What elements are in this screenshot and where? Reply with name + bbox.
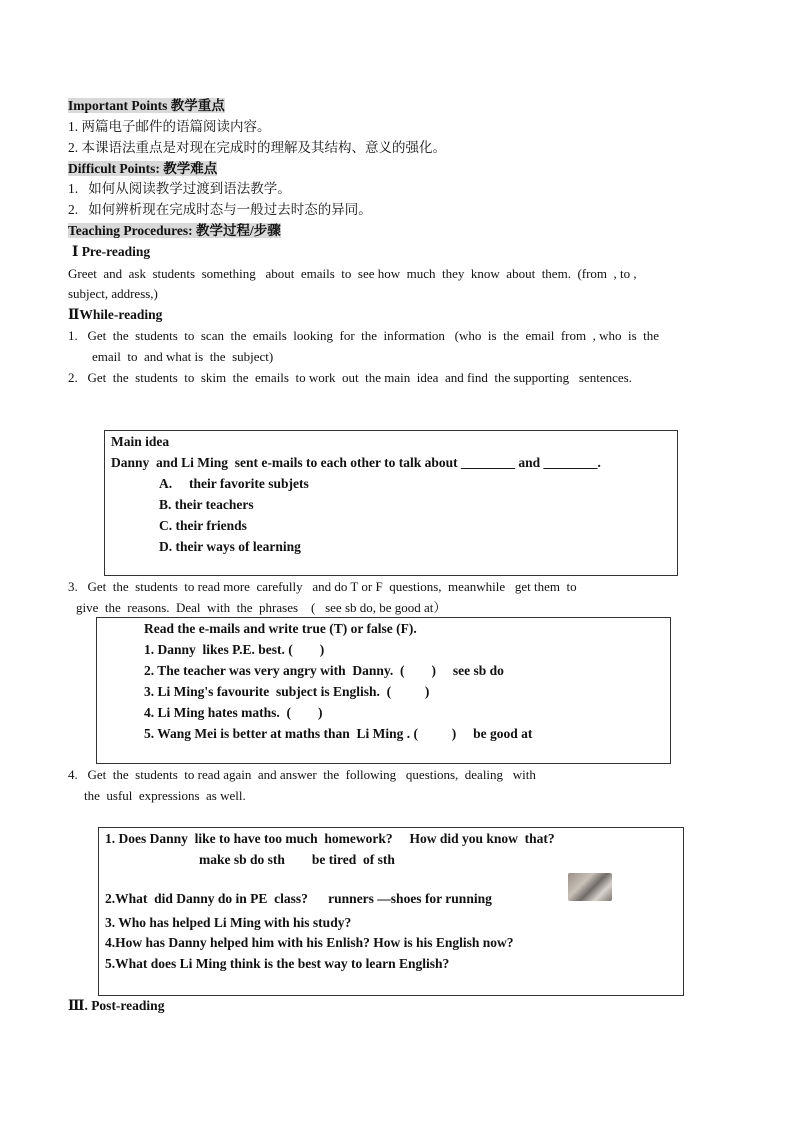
important-points-heading: Important Points 教学重点 (68, 98, 225, 113)
tf-instruction: Read the e-mails and write true (T) or false (F). (144, 621, 417, 636)
difficult-points-heading: Difficult Points: 教学难点 (68, 161, 218, 176)
pre-reading-text-line2: subject, address,) (68, 286, 158, 301)
main-idea-option-a: A. their favorite subjets (159, 476, 309, 491)
while-step-3-line2: give the reasons. Deal with the phrases ( see sb do, be good at） (76, 600, 447, 615)
question-4: 4.How has Danny helped him with his Enlish? How is his English now? (105, 935, 514, 950)
important-point-2: 2. 本课语法重点是对现在完成时的理解及其结构、意义的强化。 (68, 140, 446, 155)
tf-item-2: 2. The teacher was very angry with Danny. ( ) see sb do (144, 663, 504, 678)
main-idea-question: Danny and Li Ming sent e-mails to each other to talk about ________ and ________. (111, 455, 601, 470)
while-step-4-line1: 4. Get the students to read again and answer the following questions, dealing with (68, 767, 536, 782)
tf-item-3: 3. Li Ming's favourite subject is English. ( ) (144, 684, 430, 699)
while-reading-heading: ⅡWhile-reading (68, 307, 163, 322)
main-idea-option-d: D. their ways of learning (159, 539, 301, 554)
tf-item-1: 1. Danny likes P.E. best. ( ) (144, 642, 325, 657)
difficult-point-1: 1. 如何从阅读教学过渡到语法教学。 (68, 181, 291, 196)
question-1-phrases: make sb do sth be tired of sth (199, 852, 395, 867)
teaching-procedures-heading: Teaching Procedures: 教学过程/步骤 (68, 223, 281, 238)
while-step-4-line2: the usful expressions as well. (84, 788, 246, 803)
questions-box (98, 827, 684, 996)
difficult-point-2: 2. 如何辨析现在完成时态与一般过去时态的异同。 (68, 202, 372, 217)
while-step-1-line2: email to and what is the subject) (92, 349, 274, 364)
question-1: 1. Does Danny like to have too much homework? How did you know that? (105, 831, 555, 846)
pre-reading-heading: Ⅰ Pre-reading (72, 244, 151, 259)
question-3: 3. Who has helped Li Ming with his study? (105, 915, 352, 930)
question-5: 5.What does Li Ming think is the best way to learn English? (105, 956, 450, 971)
while-step-3-line1: 3. Get the students to read more carefully and do T or F questions, meanwhile get them to (68, 579, 577, 594)
pre-reading-text-line1: Greet and ask students something about emails to see how much they know about them. (from , to , (68, 266, 637, 281)
question-2: 2.What did Danny do in PE class? runners —shoes for running (105, 891, 492, 906)
tf-item-4: 4. Li Ming hates maths. ( ) (144, 705, 323, 720)
post-reading-heading: Ⅲ. Post-reading (68, 998, 165, 1013)
main-idea-box (104, 430, 678, 576)
tf-item-5: 5. Wang Mei is better at maths than Li Ming . ( ) be good at (144, 726, 533, 741)
main-idea-option-b: B. their teachers (159, 497, 254, 512)
running-shoes-image (568, 873, 612, 901)
true-false-box (96, 617, 671, 764)
while-step-1-line1: 1. Get the students to scan the emails looking for the information (who is the email from , who is the (68, 328, 660, 343)
main-idea-option-c: C. their friends (159, 518, 247, 533)
important-point-1: 1. 两篇电子邮件的语篇阅读内容。 (68, 119, 271, 134)
while-step-2: 2. Get the students to skim the emails to work out the main idea and find the supporting sentences. (68, 370, 632, 385)
main-idea-title: Main idea (111, 434, 170, 449)
